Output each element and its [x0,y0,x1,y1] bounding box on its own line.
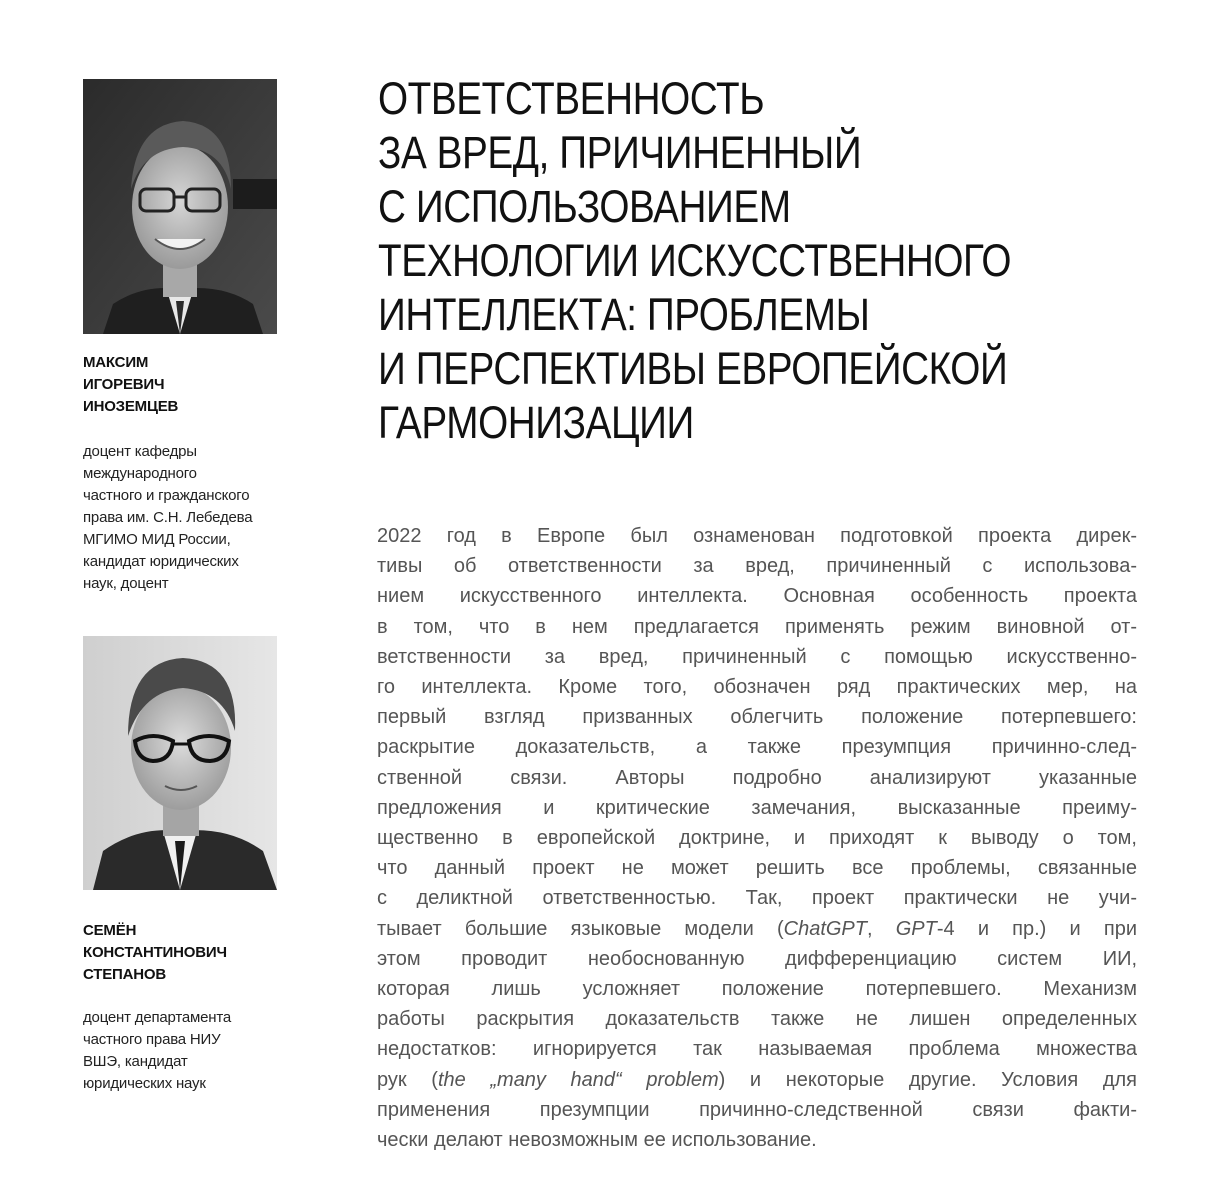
abstract-text: применения презумпции причинно-следственной связи факти- [377,1098,1137,1121]
abstract-text: этом проводит необоснованную дифференциацию систем ИИ, [377,947,1137,970]
abstract-line [377,793,1137,823]
article-abstract [377,521,1137,1155]
author-name-inozemtsev [83,352,303,418]
abstract-line [377,1065,1137,1095]
author-name-line: КОНСТАНТИНОВИЧ [83,944,227,961]
author-bio-line: права им. С.Н. Лебедева [83,509,253,526]
abstract-line [377,883,1137,913]
title-line: И ПЕРСПЕКТИВЫ ЕВРОПЕЙСКОЙ [378,343,1008,394]
abstract-text: которая лишь усложняет положение потерпевшего. Механизм [377,978,1137,1001]
abstract-text: предложения и критические замечания, высказанные преиму- [377,796,1137,819]
abstract-text: что данный проект не может решить все проблемы, связанные [377,857,1137,880]
author-bio-line: доцент кафедры [83,443,197,460]
portrait-photo [83,79,277,334]
author-bio-line: юридических наук [83,1075,206,1092]
author-name-stepanov [83,920,303,986]
abstract-text: го интеллекта. Кроме того, обозначен ряд практических мер, на [377,676,1137,699]
article-title [378,72,1066,450]
abstract-line [377,612,1137,642]
abstract-line [377,1004,1137,1034]
abstract-line [377,823,1137,853]
author-bio-line: частного права НИУ [83,1031,221,1048]
abstract-text: 2022 год в Европе был ознаменован подготовкой проекта дирек- [377,525,1137,547]
author-bio-line: доцент департамента [83,1009,231,1026]
abstract-line [377,672,1137,702]
abstract-text: ственной связи. Авторы подробно анализируют указанные [377,766,1137,789]
abstract-line [377,732,1137,762]
abstract-text: в том, что в нем предлагается применять режим виновной от- [377,615,1137,638]
abstract-text: раскрытие доказательств, а также презумпция причинно-след- [377,736,1137,759]
abstract-line [377,763,1137,793]
abstract-line [377,581,1137,611]
abstract-text: ) и некоторые другие. Условия для [718,1068,1137,1091]
abstract-italic-text: GPT [895,917,937,940]
title-line: ИНТЕЛЛЕКТА: ПРОБЛЕМЫ [378,289,870,340]
abstract-text: чески делают невозможным ее использование. [377,1129,817,1152]
author-name-line: СТЕПАНОВ [83,966,166,983]
abstract-line [377,1125,1137,1155]
abstract-text: -4 и пр.) и при [936,917,1137,940]
author-name-line: СЕМЁН [83,922,137,939]
portrait-photo [83,636,277,890]
abstract-line [377,974,1137,1004]
abstract-line [377,551,1137,581]
abstract-italic-text: ChatGPT [783,917,867,940]
abstract-text: с деликтной ответственностью. Так, проект практически не учи- [377,887,1137,910]
author-bio-line: кандидат юридических [83,553,239,570]
author-bio-stepanov [83,1007,298,1095]
author-bio-line: частного и гражданского [83,487,250,504]
title-line: С ИСПОЛЬЗОВАНИЕМ [378,181,791,232]
abstract-text: тывает большие языковые модели ( [377,917,784,940]
abstract-line [377,642,1137,672]
abstract-text: тивы об ответственности за вред, причиненный с использова- [377,555,1137,578]
abstract-line [377,853,1137,883]
author-name-line: ИГОРЕВИЧ [83,376,165,393]
abstract-line [377,1095,1137,1125]
abstract-text: первый взгляд призванных облегчить положение потерпевшего: [377,706,1137,729]
abstract-text: нием искусственного интеллекта. Основная особенность проекта [377,585,1137,608]
author-bio-line: ВШЭ, кандидат [83,1053,188,1070]
abstract-line [377,914,1137,944]
title-line: ОТВЕТСТВЕННОСТЬ [378,73,765,124]
author-bio-inozemtsev [83,441,298,595]
abstract-text: рук ( [377,1068,438,1091]
author-name-line: МАКСИМ [83,354,149,371]
abstract-line [377,1034,1137,1064]
abstract-line [377,521,1137,551]
title-line: ЗА ВРЕД, ПРИЧИНЕННЫЙ [378,127,862,178]
abstract-text: ветственности за вред, причиненный с помощью искусственно- [377,645,1137,668]
title-line: ТЕХНОЛОГИИ ИСКУССТВЕННОГО [378,235,1012,286]
author-name-line: ИНОЗЕМЦЕВ [83,398,179,415]
abstract-text: недостатков: игнорируется так называемая проблема множества [377,1038,1137,1061]
author-bio-line: наук, доцент [83,575,169,592]
abstract-text: щественно в европейской доктрине, и приходят к выводу о том, [377,827,1137,850]
abstract-line [377,944,1137,974]
author-bio-line: международного [83,465,197,482]
abstract-line [377,702,1137,732]
author-photo-inozemtsev [83,79,277,334]
title-line: ГАРМОНИЗАЦИИ [378,397,694,448]
author-bio-line: МГИМО МИД России, [83,531,231,548]
author-photo-stepanov [83,636,277,890]
abstract-text: , [866,917,896,940]
abstract-italic-text: the „many hand“ problem [437,1068,719,1091]
abstract-text: работы раскрытия доказательств также не лишен определенных [377,1008,1137,1031]
